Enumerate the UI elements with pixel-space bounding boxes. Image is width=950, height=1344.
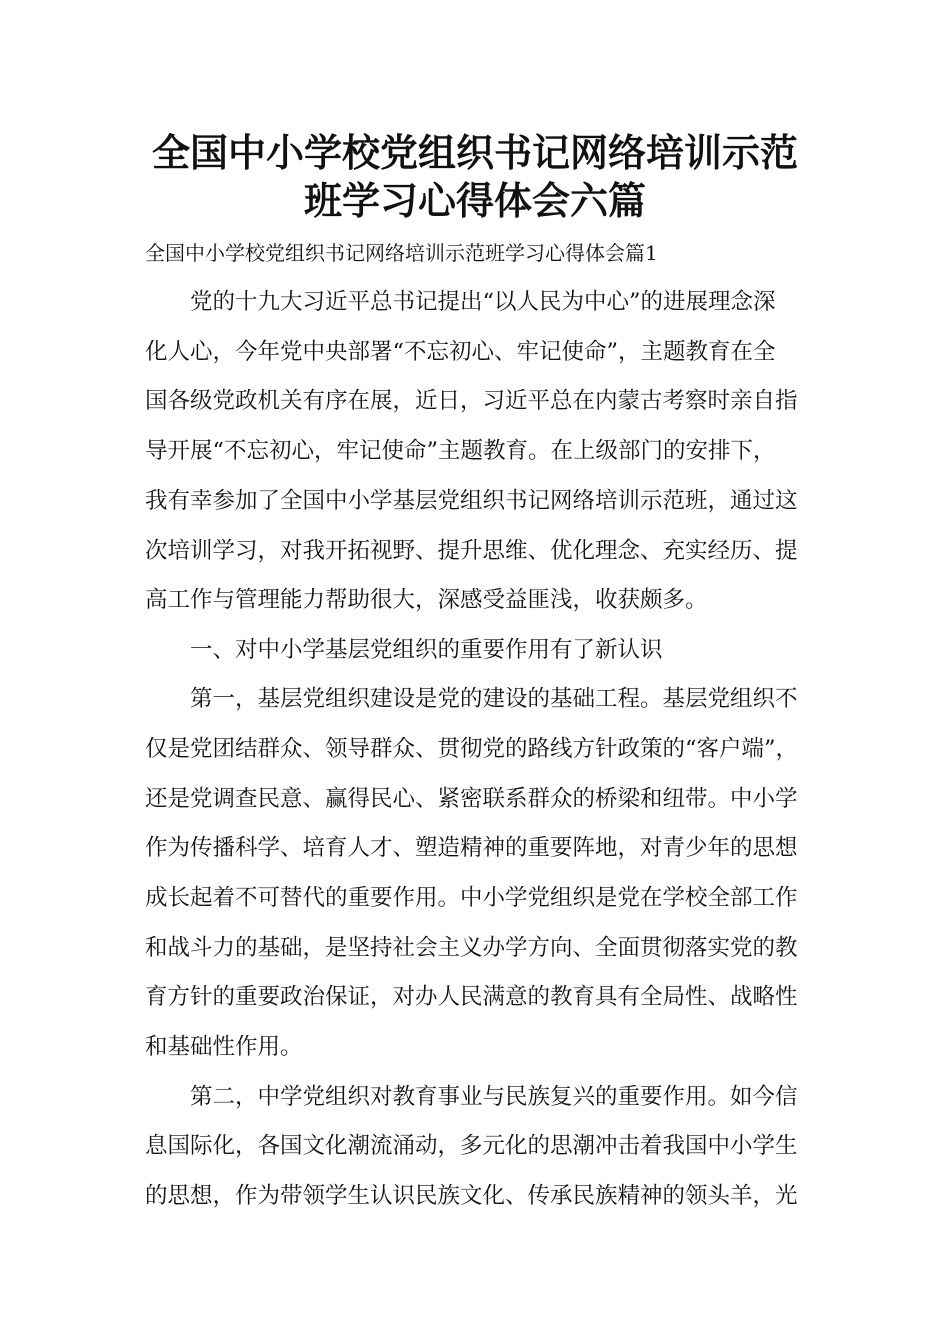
paragraph-line: 国各级党政机关有序在展，近日，习近平总在内蒙古考察时亲自指 — [145, 388, 798, 414]
paragraph-line: 和战斗力的基础，是坚持社会主义办学方向、全面贯彻落实党的教 — [145, 935, 798, 961]
paragraph-line: 第一，基层党组织建设是党的建设的基础工程。基层党组织不 — [190, 686, 798, 712]
paragraph-line: 育方针的重要政治保证，对办人民满意的教育具有全局性、战略性 — [145, 984, 798, 1010]
paragraph-line: 成长起着不可替代的重要作用。中小学党组织是党在学校全部工作 — [145, 885, 798, 911]
document-title-line-1: 全国中小学校党组织书记网络培训示范 — [151, 131, 798, 175]
paragraph-line: 我有幸参加了全国中小学基层党组织书记网络培训示范班，通过这 — [145, 488, 798, 514]
paragraph-line: 导开展“不忘初心，牢记使命”主题教育。在上级部门的安排下， — [145, 438, 776, 464]
paragraph-line: 仅是党团结群众、领导群众、贯彻党的路线方针政策的“客户端”， — [145, 736, 799, 762]
paragraph-line: 和基础性作用。 — [145, 1034, 303, 1060]
paragraph-line: 第二，中学党组织对教育事业与民族复兴的重要作用。如今信 — [190, 1084, 798, 1110]
section-heading: 全国中小学校党组织书记网络培训示范班学习心得体会篇1 — [145, 241, 658, 265]
paragraph-line: 次培训学习，对我开拓视野、提升思维、优化理念、充实经历、提 — [145, 538, 798, 564]
paragraph-line: 息国际化，各国文化潮流涌动，多元化的思潮冲击着我国中小学生 — [145, 1133, 798, 1159]
paragraph-line: 化人心，今年党中央部署“不忘初心、牢记使命”，主题教育在全 — [145, 339, 776, 365]
subheading-line: 一、对中小学基层党组织的重要作用有了新认识 — [190, 637, 663, 663]
paragraph-line: 作为传播科学、培育人才、塑造精神的重要阵地，对青少年的思想 — [145, 835, 798, 861]
document-title-line-2: 班学习心得体会六篇 — [303, 179, 646, 223]
paragraph-line: 党的十九大习近平总书记提出“以人民为中心”的进展理念深 — [190, 289, 776, 315]
paragraph-line: 还是党调查民意、赢得民心、紧密联系群众的桥梁和纽带。中小学 — [145, 786, 798, 812]
paragraph-line: 高工作与管理能力帮助很大，深感受益匪浅，收获颇多。 — [145, 587, 708, 613]
paragraph-line: 的思想，作为带领学生认识民族文化、传承民族精神的领头羊，光 — [145, 1183, 798, 1209]
